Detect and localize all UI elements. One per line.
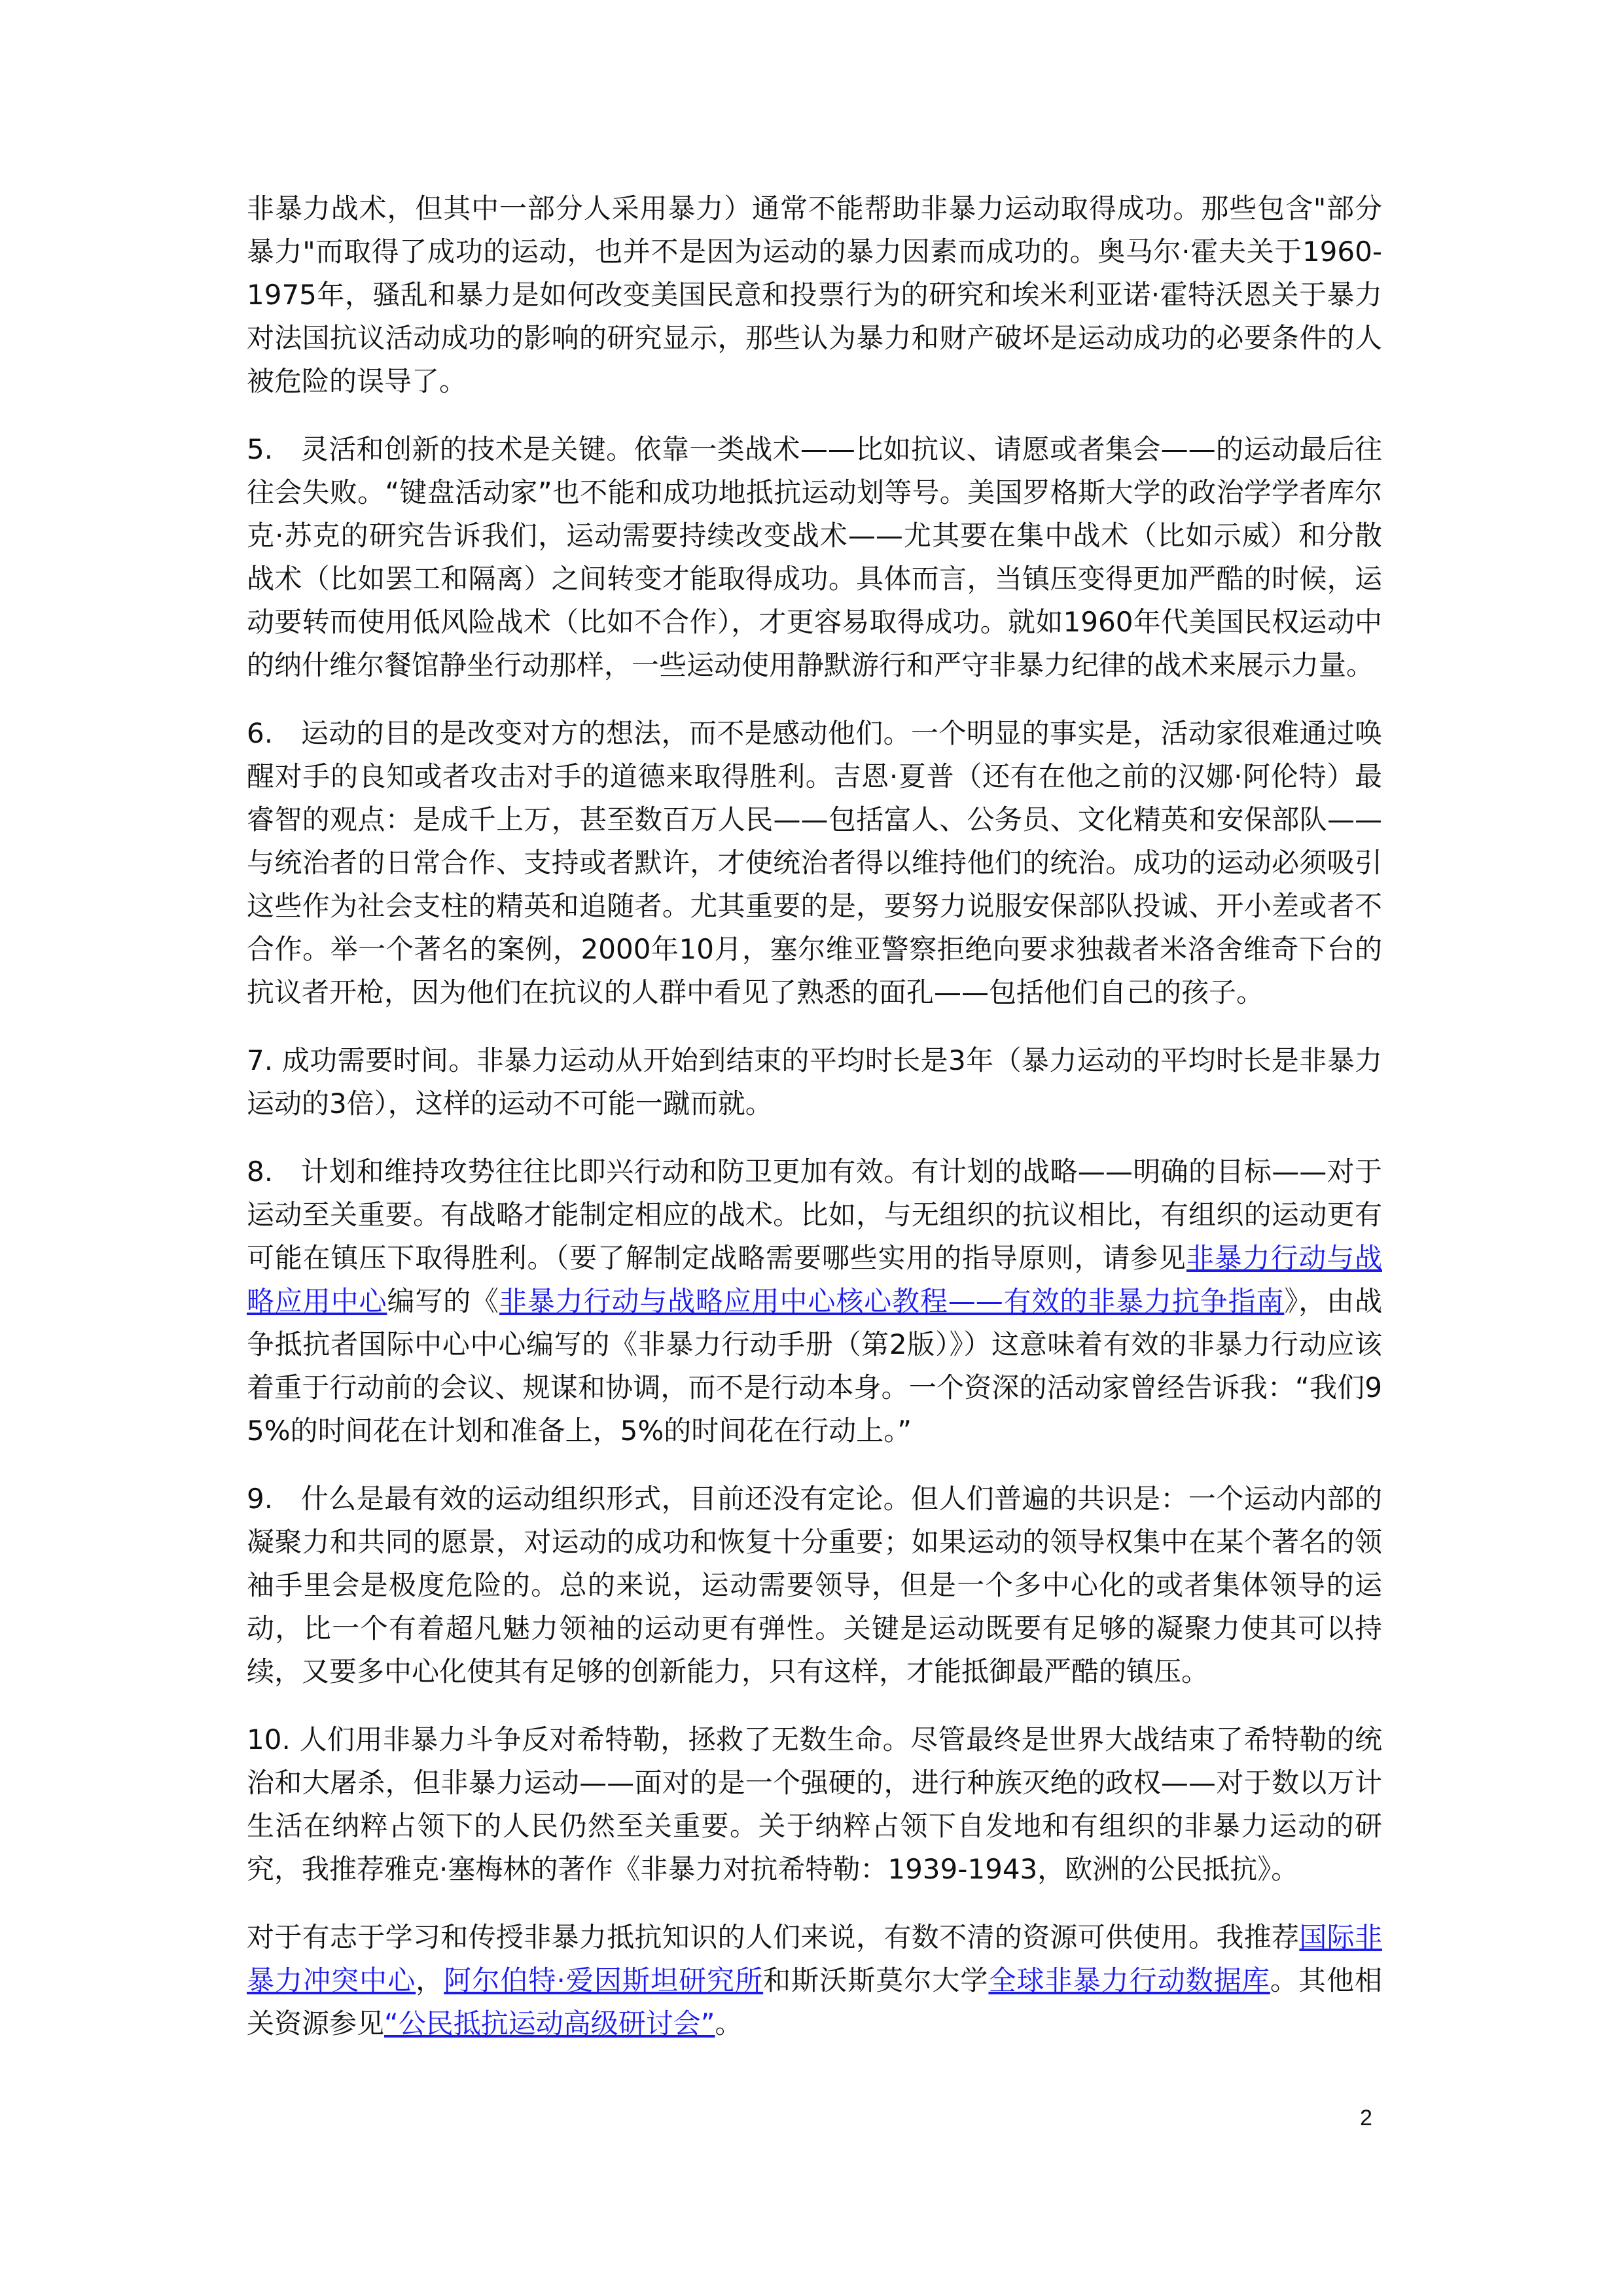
paragraph-text: 8. 计划和维持攻势往往比即兴行动和防卫更加有效。有计划的战略——明确的目标——对于运动至关重要。有战略才能制定相应的战术。比如，与无组织的抗议相比，有组织的运动更有可能在镇压下取得胜利。（要了解制定战略需要哪些实用的指导原则，请参见 — [247, 1156, 1382, 1274]
paragraph-text: 。其他相关资源参见 — [247, 1964, 1382, 2040]
page-number: 2 — [1360, 2106, 1372, 2130]
paragraph — [247, 1150, 1382, 1453]
paragraph-text: 和斯沃斯莫尔大学 — [763, 1964, 989, 1996]
paragraph — [247, 1916, 1382, 2045]
paragraph-text: 7. 成功需要时间。非暴力运动从开始到结束的平均时长是3年（暴力运动的平均时长是非暴力运动的3倍），这样的运动不可能一蹴而就。 — [247, 1044, 1382, 1120]
paragraph-text: 5. 灵活和创新的技术是关键。依靠一类战术——比如抗议、请愿或者集会——的运动最后往往会失败。“键盘活动家”也不能和成功地抵抗运动划等号。美国罗格斯大学的政治学学者库尔克·苏克的研究告诉我们，运动需要持续改变战术——尤其要在集中战术（比如示威）和分散战术（比如罢工和隔离）之间转变才能取得成功。具体而言，当镇压变得更加严酷的时候，运动要转而使用低风险战术（比如不合作），才更容易取得成功。就如1960年代美国民权运动中的纳什维尔餐馆静坐行动那样，一些运动使用静默游行和严守非暴力纪律的战术来展示力量。 — [247, 433, 1382, 681]
paragraph-text: 对于有志于学习和传授非暴力抵抗知识的人们来说，有数不清的资源可供使用。我推荐 — [247, 1921, 1300, 1953]
hyperlink[interactable]: 非暴力行动与战略应用中心核心教程——有效的非暴力抗争指南 — [499, 1285, 1285, 1317]
hyperlink[interactable]: 非暴力行动与战略应用中心 — [247, 1242, 1382, 1317]
paragraph-text: 》，由战争抵抗者国际中心中心编写的《非暴力行动手册（第2版）》）这意味着有效的非暴力行动应该着重于行动前的会议、规谋和协调，而不是行动本身。一个资深的活动家曾经告诉我：“我们95%的时间花在计划和准备上，5%的时间花在行动上。” — [247, 1285, 1382, 1447]
paragraph-text: ， — [416, 1964, 444, 1996]
paragraph-text: 6. 运动的目的是改变对方的想法，而不是感动他们。一个明显的事实是，活动家很难通过唤醒对手的良知或者攻击对手的道德来取得胜利。吉恩·夏普（还有在他之前的汉娜·阿伦特）最睿智的观点：是成千上万，甚至数百万人民——包括富人、公务员、文化精英和安保部队——与统治者的日常合作、支持或者默许，才使统治者得以维持他们的统治。成功的运动必须吸引这些作为社会支柱的精英和追随者。尤其重要的是，要努力说服安保部队投诚、开小差或者不合作。举一个著名的案例，2000年10月，塞尔维亚警察拒绝向要求独裁者米洛舍维奇下台的抗议者开枪，因为他们在抗议的人群中看见了熟悉的面孔——包括他们自己的孩子。 — [247, 717, 1382, 1008]
paragraph-text: 非暴力战术，但其中一部分人采用暴力）通常不能帮助非暴力运动取得成功。那些包含"部分暴力"而取得了成功的运动，也并不是因为运动的暴力因素而成功的。奥马尔·霍夫关于1960-1975年，骚乱和暴力是如何改变美国民意和投票行为的研究和埃米利亚诺·霍特沃恩关于暴力对法国抗议活动成功的影响的研究显示，那些认为暴力和财产破坏是运动成功的必要条件的人被危险的误导了。 — [247, 192, 1382, 397]
paragraph — [247, 1718, 1382, 1891]
paragraph — [247, 712, 1382, 1014]
paragraph — [247, 1039, 1382, 1125]
hyperlink[interactable]: 阿尔伯特·爱因斯坦研究所 — [444, 1964, 764, 1996]
paragraph — [247, 187, 1382, 403]
paragraph-text: 编写的《 — [387, 1285, 499, 1317]
document-body — [247, 187, 1382, 2070]
paragraph — [247, 1477, 1382, 1693]
paragraph-text: 9. 什么是最有效的运动组织形式，目前还没有定论。但人们普遍的共识是：一个运动内部的凝聚力和共同的愿景，对运动的成功和恢复十分重要；如果运动的领导权集中在某个著名的领袖手里会是极度危险的。总的来说，运动需要领导，但是一个多中心化的或者集体领导的运动，比一个有着超凡魅力领袖的运动更有弹性。关键是运动既要有足够的凝聚力使其可以持续，又要多中心化使其有足够的创新能力，只有这样，才能抵御最严酷的镇压。 — [247, 1483, 1382, 1687]
hyperlink[interactable]: 国际非暴力冲突中心 — [247, 1921, 1382, 1996]
hyperlink[interactable]: “公民抵抗运动高级研讨会” — [384, 2007, 715, 2040]
paragraph-text: 。 — [715, 2007, 743, 2040]
paragraph — [247, 428, 1382, 687]
hyperlink[interactable]: 全球非暴力行动数据库 — [988, 1964, 1270, 1996]
paragraph-text: 10. 人们用非暴力斗争反对希特勒，拯救了无数生命。尽管最终是世界大战结束了希特勒的统治和大屠杀，但非暴力运动——面对的是一个强硬的，进行种族灭绝的政权——对于数以万计生活在纳粹占领下的人民仍然至关重要。关于纳粹占领下自发地和有组织的非暴力运动的研究，我推荐雅克·塞梅林的著作《非暴力对抗希特勒：1939-1943，欧洲的公民抵抗》。 — [247, 1723, 1382, 1885]
